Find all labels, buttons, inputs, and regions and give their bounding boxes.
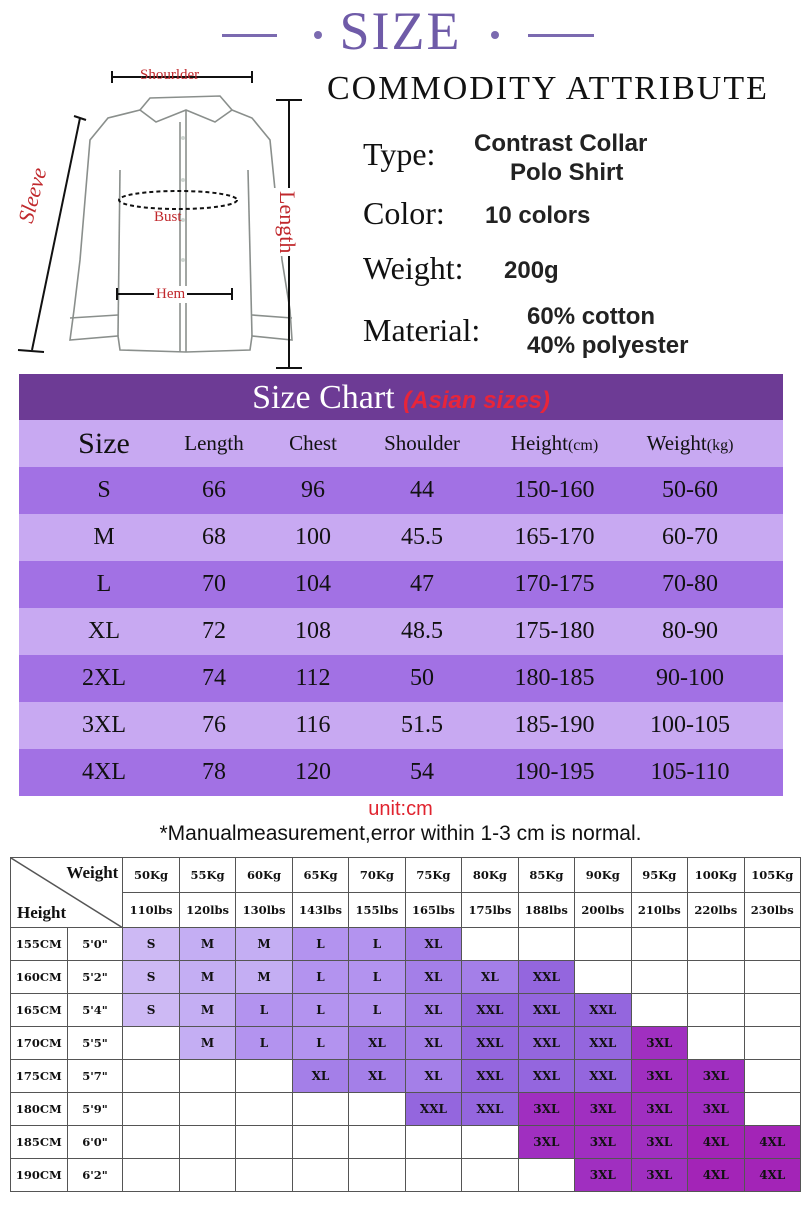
height-row [11,1126,801,1159]
size-cell: M [179,928,235,961]
size-chart-cell-size: 2XL [82,665,126,691]
size-cell: XXL [462,994,518,1027]
size-cell: 3XL [631,1159,687,1192]
size-chart-row [19,514,783,561]
size-cell [236,1159,292,1192]
size-cell: S [123,994,179,1027]
size-cell: M [179,961,235,994]
height-cm: 175CM [11,1060,68,1093]
size-chart-subtitle: (Asian sizes) [403,387,550,414]
size-cell [688,961,744,994]
size-chart-cell-length: 74 [202,665,226,691]
size-chart-cell-height: 165-170 [514,524,595,550]
size-chart-row [19,608,783,655]
height-cm: 185CM [11,1126,68,1159]
size-chart-cell-length: 78 [202,759,226,785]
size-chart-cell-height: 190-195 [514,759,595,785]
size-chart-cell-size: L [96,571,112,597]
size-chart-row [19,655,783,702]
size-cell: 4XL [688,1126,744,1159]
weight-lbs-header: 110lbs [123,893,179,928]
size-chart-cell-chest: 108 [295,618,331,644]
height-ft: 5'7" [67,1060,123,1093]
size-chart-cell-shoulder: 45.5 [401,524,443,550]
length-label: Length [274,188,300,256]
kg-row [11,858,801,893]
header-dot-right [491,31,499,39]
size-cell [123,1027,179,1060]
size-cell: L [349,994,405,1027]
height-ft: 5'0" [67,928,123,961]
size-chart-cell-chest: 104 [295,571,331,597]
size-cell [575,961,631,994]
size-cell: 3XL [631,1093,687,1126]
size-cell: XXL [575,1060,631,1093]
header-shoulder: Shoulder [384,431,460,455]
weight-lbs-header: 230lbs [744,893,801,928]
size-cell: 3XL [575,1093,631,1126]
size-chart-cell-size: 3XL [82,712,126,738]
weight-value: 200g [504,257,559,284]
size-cell [236,1126,292,1159]
size-cell: XL [405,1027,461,1060]
size-chart-cell-chest: 116 [295,712,331,738]
size-cell: XL [405,961,461,994]
size-cell: S [123,928,179,961]
size-cell [123,1159,179,1192]
height-cm: 155CM [11,928,68,961]
size-cell: XXL [462,1093,518,1126]
weight-kg-header: 50Kg [123,858,179,893]
height-ft: 6'2" [67,1159,123,1192]
weight-lbs-header: 130lbs [236,893,292,928]
height-ft: 5'2" [67,961,123,994]
material-key: Material: [363,312,481,348]
size-cell: L [292,994,348,1027]
size-cell [462,928,518,961]
size-chart-cell-height: 180-185 [514,665,595,691]
size-cell [292,1093,348,1126]
size-cell: M [236,928,292,961]
weight-kg-header: 75Kg [405,858,461,893]
size-chart-cell-length: 70 [202,571,226,597]
size-cell [292,1126,348,1159]
header-chest: Chest [289,431,337,455]
size-chart-cell-height: 175-180 [514,618,595,644]
size-cell: XXL [518,994,574,1027]
size-cell [744,1027,801,1060]
size-chart-cell-height: 150-160 [514,477,595,503]
size-cell: XXL [575,994,631,1027]
material-value-line-2: 40% polyester [527,332,689,359]
size-chart-cell-height: 185-190 [514,712,595,738]
header-weight-unit: (kg) [706,437,734,454]
height-row [11,1093,801,1126]
size-cell [462,1126,518,1159]
weight-kg-header: 95Kg [631,858,687,893]
size-cell: L [292,961,348,994]
size-cell [688,994,744,1027]
attributes-heading: COMMODITY ATTRIBUTE [327,70,769,107]
size-cell [688,1027,744,1060]
size-cell [179,1093,235,1126]
weight-lbs-header: 188lbs [518,893,574,928]
size-chart-cell-weight: 100-105 [650,712,730,738]
size-cell: 3XL [688,1060,744,1093]
size-cell [744,928,801,961]
size-chart-title: Size Chart [252,379,395,416]
size-cell [631,928,687,961]
size-cell [123,1093,179,1126]
weight-kg-header: 60Kg [236,858,292,893]
size-chart-cell-chest: 96 [301,477,325,503]
height-row [11,994,801,1027]
size-chart-cell-weight: 60-70 [662,524,718,550]
size-cell [236,1060,292,1093]
page-title: SIZE [339,1,462,61]
header-rule-right [528,34,594,37]
weight-kg-header: 70Kg [349,858,405,893]
size-cell: L [349,928,405,961]
size-chart-row [19,702,783,749]
header-height [482,420,627,467]
size-cell: XL [349,1027,405,1060]
size-cell: XXL [462,1027,518,1060]
unit-note: unit:cm [368,798,433,820]
weight-key: Weight: [363,250,464,286]
size-cell: M [179,994,235,1027]
size-cell: L [349,961,405,994]
height-cm: 170CM [11,1027,68,1060]
size-cell: 4XL [744,1159,801,1192]
height-ft: 5'5" [67,1027,123,1060]
header-weight-label: Weight [646,431,707,455]
size-cell: XXL [518,1060,574,1093]
size-cell [123,1060,179,1093]
size-cell [575,928,631,961]
header-size: Size [78,427,130,460]
height-ft: 5'9" [67,1093,123,1126]
size-chart-cell-shoulder: 47 [410,571,434,597]
type-value-line-1: Contrast Collar [474,130,648,157]
header-weight [627,420,753,467]
sleeve-label: Sleeve [12,162,53,229]
size-cell: XXL [405,1093,461,1126]
corner-cell [11,858,123,928]
size-cell [744,961,801,994]
size-cell: 3XL [518,1093,574,1126]
height-row [11,1159,801,1192]
size-chart-cell-weight: 90-100 [656,665,724,691]
size-chart-cell-weight: 80-90 [662,618,718,644]
size-chart-cell-shoulder: 54 [410,759,434,785]
weight-lbs-header: 175lbs [462,893,518,928]
size-cell [179,1159,235,1192]
size-chart-title-bar [19,374,783,420]
size-chart-cell-size: M [93,524,115,550]
size-cell: 3XL [631,1126,687,1159]
size-cell [631,994,687,1027]
bust-label: Bust [154,209,182,225]
size-cell [405,1126,461,1159]
size-cell: XXL [518,1027,574,1060]
size-cell [462,1159,518,1192]
size-cell [236,1093,292,1126]
size-cell: 4XL [744,1126,801,1159]
grid-height-label: Height [17,903,67,922]
size-chart-cell-weight: 50-60 [662,477,718,503]
size-cell [349,1126,405,1159]
weight-lbs-header: 210lbs [631,893,687,928]
size-cell [349,1093,405,1126]
shoulder-label: Shourlder [140,67,200,83]
size-chart-row [19,467,783,514]
height-row [11,961,801,994]
height-row [11,928,801,961]
height-row [11,1027,801,1060]
size-cell: 3XL [631,1027,687,1060]
size-cell: 3XL [631,1060,687,1093]
material-value-line-1: 60% cotton [527,303,656,330]
header-length: Length [184,431,244,455]
height-cm: 180CM [11,1093,68,1126]
weight-kg-header: 55Kg [179,858,235,893]
size-chart-cell-shoulder: 50 [410,665,434,691]
size-chart-row [19,561,783,608]
weight-lbs-header: 165lbs [405,893,461,928]
size-cell: M [179,1027,235,1060]
size-cell: L [292,1027,348,1060]
size-cell [744,1093,801,1126]
size-cell: XL [405,994,461,1027]
size-cell: 3XL [575,1159,631,1192]
size-cell: L [292,928,348,961]
size-chart-cell-weight: 105-110 [650,759,730,785]
weight-kg-header: 80Kg [462,858,518,893]
weight-kg-header: 85Kg [518,858,574,893]
height-row [11,1060,801,1093]
size-cell [518,1159,574,1192]
grid-weight-label: Weight [66,863,119,882]
size-cell: L [236,994,292,1027]
size-cell: M [236,961,292,994]
weight-kg-header: 100Kg [688,858,744,893]
color-key: Color: [363,195,445,231]
size-cell [179,1060,235,1093]
size-cell [688,928,744,961]
height-cm: 165CM [11,994,68,1027]
size-cell: S [123,961,179,994]
size-chart-cell-chest: 112 [295,665,331,691]
size-chart-cell-chest: 120 [295,759,331,785]
size-cell [179,1126,235,1159]
type-value-line-2: Polo Shirt [510,159,624,186]
size-chart-header-row [19,420,783,467]
height-ft: 6'0" [67,1126,123,1159]
height-ft: 5'4" [67,994,123,1027]
weight-lbs-header: 120lbs [179,893,235,928]
size-chart-cell-size: 4XL [82,759,126,785]
size-chart-cell-length: 68 [202,524,226,550]
size-chart-cell-chest: 100 [295,524,331,550]
weight-height-table [10,857,801,1192]
header-height-label: Height [510,431,568,455]
size-cell: 3XL [688,1093,744,1126]
size-chart-cell-height: 170-175 [514,571,595,597]
size-cell: L [236,1027,292,1060]
size-cell [349,1159,405,1192]
size-chart-row [19,749,783,796]
size-cell: XL [405,1060,461,1093]
weight-lbs-header: 200lbs [575,893,631,928]
size-cell: XXL [518,961,574,994]
height-cm: 190CM [11,1159,68,1192]
size-cell: XXL [462,1060,518,1093]
weight-kg-header: 90Kg [575,858,631,893]
weight-kg-header: 65Kg [292,858,348,893]
size-cell [744,994,801,1027]
weight-lbs-header: 155lbs [349,893,405,928]
weight-lbs-header: 143lbs [292,893,348,928]
height-cm: 160CM [11,961,68,994]
size-cell [123,1126,179,1159]
size-chart-cell-length: 76 [202,712,226,738]
size-chart-cell-size: S [97,477,111,503]
weight-lbs-header: 220lbs [688,893,744,928]
size-chart-cell-length: 66 [202,477,226,503]
type-key: Type: [363,136,436,172]
size-cell [518,928,574,961]
size-chart-cell-length: 72 [202,618,226,644]
size-cell: 3XL [575,1126,631,1159]
lbs-row [11,893,801,928]
size-cell: 4XL [688,1159,744,1192]
size-cell: XL [292,1060,348,1093]
size-cell [292,1159,348,1192]
measurement-note: *Manualmeasurement,error within 1-3 cm is normal. [159,822,642,845]
size-chart-cell-shoulder: 48.5 [401,618,443,644]
size-chart-cell-shoulder: 44 [410,477,434,503]
weight-kg-header: 105Kg [744,858,801,893]
color-value: 10 colors [485,202,591,229]
size-cell: XL [462,961,518,994]
size-cell: XL [349,1060,405,1093]
size-cell: 3XL [518,1126,574,1159]
size-cell: XXL [575,1027,631,1060]
size-cell [405,1159,461,1192]
size-cell [631,961,687,994]
size-cell: XL [405,928,461,961]
size-chart-cell-shoulder: 51.5 [401,712,443,738]
size-chart-cell-weight: 70-80 [662,571,718,597]
size-chart-cell-size: XL [88,618,120,644]
size-cell [744,1060,801,1093]
header-height-unit: (cm) [567,437,599,454]
hem-label: Hem [156,286,186,302]
